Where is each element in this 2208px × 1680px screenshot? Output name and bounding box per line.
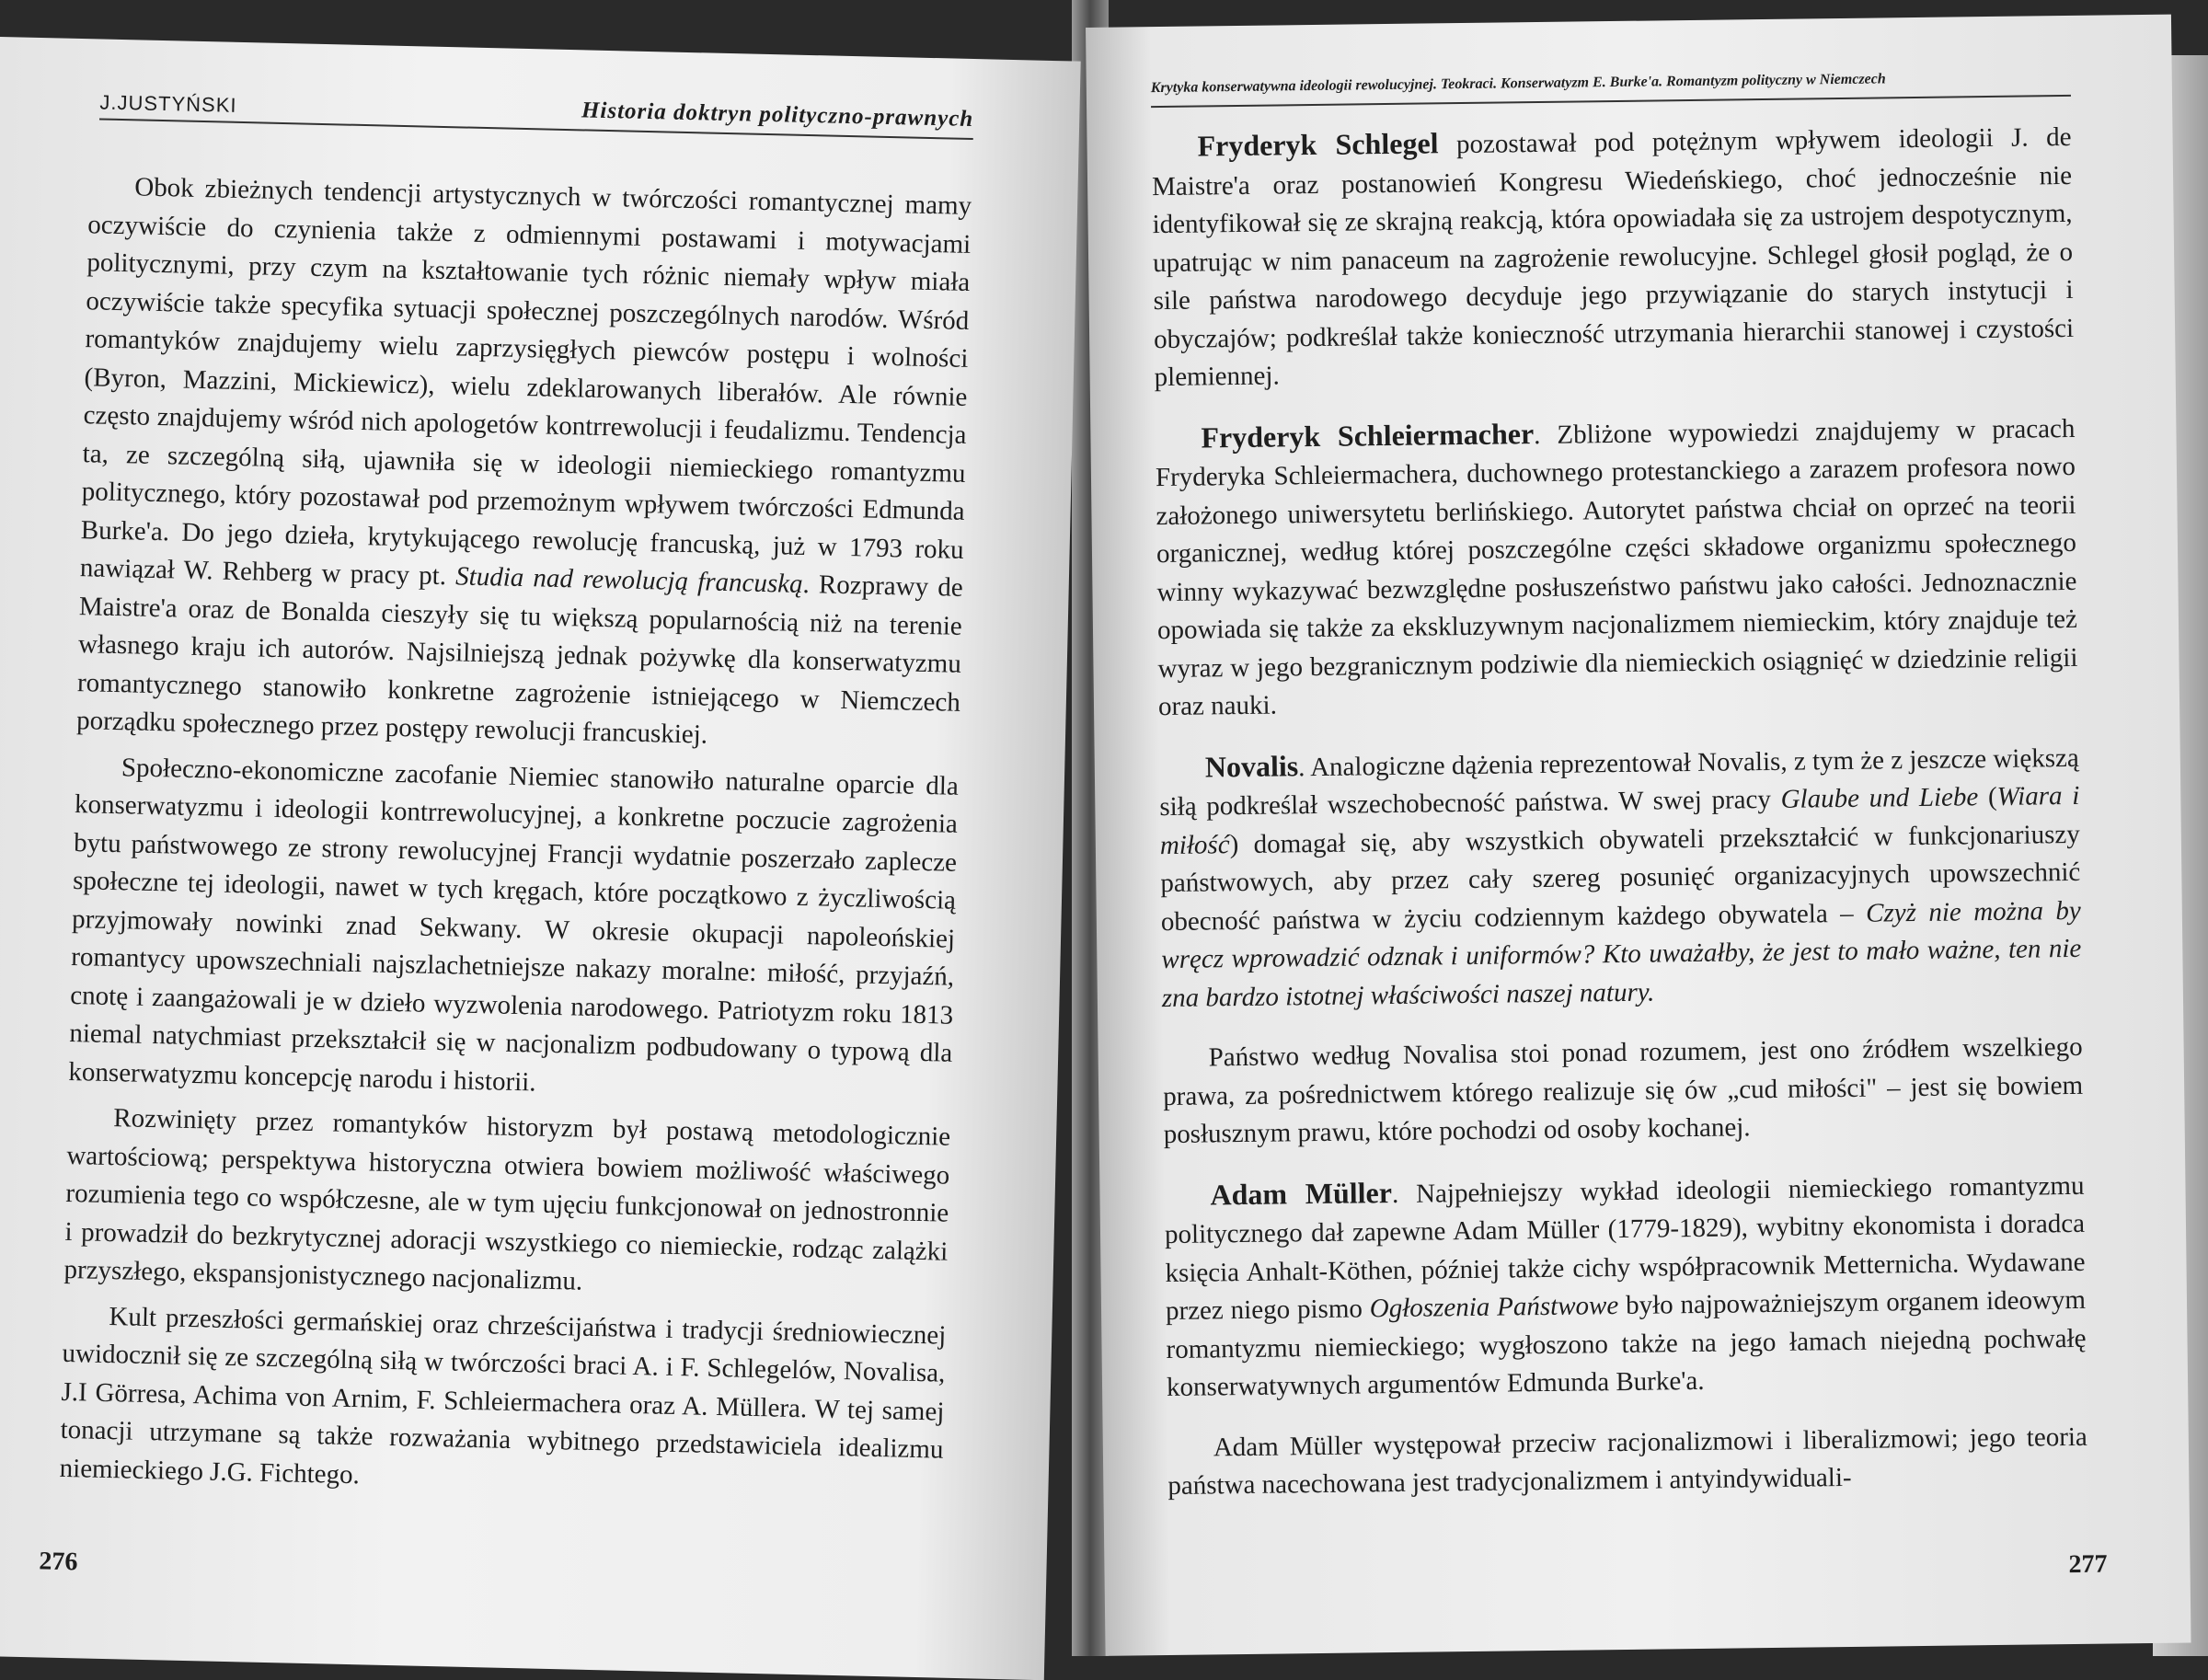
paragraph-text: . Zbliżone wypowiedzi znajdujemy w pracach Fryderyka Schleiermachera, duchownego protestanckiego a zarazem profesora nowo założonego uniwersytetu berlińskiego. Autorytet państwa chciał on oprzeć na teorii organicznej, według której poszczególne części składowe organizmu społecznego winny wykazywać bezwzględne posłuszeństwo państwu jako całości. Jednoznacznie opowiada się także za ekskluzywnym nacjonalizmem niemieckim, który znajduje też wyraz w jego bezgranicznym podziwie dla niemieckich osiągnięć w dziedzinie religii oraz nauki.: [1155, 413, 2078, 722]
paragraph-text: . Rozprawy de Maistre'a oraz de Bonalda cieszyły się tu większą popularnością niż na terenie własnego kraju ich autorów. Najsilniejszą jednak pożywkę dla konserwatyzmu romantycznego stanowiło konkretne zagrożenie istniejącego w Niemczech porządku społecznego przez postępy rewolucji francuskiej.: [75, 569, 964, 750]
person-heading: Novalis: [1204, 748, 1299, 783]
right-body-text: [1151, 117, 2087, 1506]
paragraph-text: ) domagał się, aby wszystkich obywateli przekształcić w funkcjonariuszy państwowych, aby przez cały szereg posunięć organizacyjnych upowszechnić obecność państwa w życiu codziennym każdego obywatela –: [1160, 819, 2081, 937]
cited-title: Ogłoszenia Państwowe: [1369, 1291, 1619, 1324]
page-number: 276: [39, 1547, 78, 1577]
paragraph-text: . Najpełniejszy wykład ideologii niemieckiego romantyzmu politycznego dał zapewne Adam Müller (1779-1829), wybitny ekonomista i doradca księcia Anhalt-Köthen, później także cichy współpracownik Metternicha. Wydawane przez niego pismo: [1164, 1170, 2086, 1327]
cited-title: Studia nad rewolucją francuską: [454, 561, 803, 599]
paragraph: [1151, 117, 2074, 397]
page-number: 277: [2068, 1549, 2108, 1580]
person-heading: Fryderyk Schlegel: [1197, 126, 1439, 163]
right-page: [1086, 15, 2191, 1656]
chapter-title: Krytyka konserwatywna ideologii rewolucyjnej. Teokraci. Konserwatyzm E. Burke'a. Romantyzm polityczny w Niemczech: [1150, 71, 1886, 97]
paragraph: Adam Müller występował przeciw racjonalizmowi i liberalizmowi; jego teoria państwa nacechowana jest tradycjonalizmem i antyindywiduali-: [1167, 1421, 2087, 1502]
paragraph: Kult przeszłości germańskiej oraz chrześcijaństwa i tradycji średniowiecznej uwidocznił się ze szczególną siłą w twórczości braci A. i F. Schlegelów, Novalisa, J.I Görresa, Achima von Arnim, F. Schleiermachera oraz A. Müllera. W tej samej tonacji utrzymane są także rozważania wybitnego przedstawiciela idealizmu niemieckiego J.G. Fichtego.: [59, 1301, 947, 1490]
left-page: [0, 37, 1081, 1680]
paragraph: [1164, 1165, 2087, 1407]
cited-title: Glaube und Liebe: [1780, 782, 1979, 814]
paragraph-text: pozostawał pod potężnym wpływem ideologii J. de Maistre'a oraz postanowień Kongresu Wiedeńskiego, choć jednocześnie nie identyfikował się ze skrajną reakcją, która opowiadała się za ustrojem despotycznym, upatrując w nim panaceum na zagrożenie rewolucyjne. Schlegel głosił pogląd, że o sile państwa narodowego decyduje jego przywiązanie do starych instytucji i obyczajów; podkreślał także konieczność utrzymania hierarchii stanowej i czystości plemiennej.: [1151, 121, 2075, 393]
person-heading: Fryderyk Schleiermacher: [1201, 416, 1535, 454]
right-running-header: [1151, 63, 2071, 108]
paragraph-text: Obok zbieżnych tendencji artystycznych w twórczości romantycznej mamy oczywiście do czynienia także z odmiennymi postawami i motywacjami politycznymi, przy czym na kształtowanie tych różnic niemały wpływ miała oczywiście także specyfika sytuacji społecznej poszczególnych narodów. Wśród romantyków znajdujemy wielu zaprzysięgłych piewców postępu i wolności (Byron, Mazzini, Mickiewicz), wielu zdeklarowanych liberałów. Ale równie często znajdujemy wśród nich apologetów kontrrewolucji i feudalizmu. Tendencja ta, ze szczególną siłą, ujawniła się w ideologii niemieckiego romantyzmu politycznego, który pozostawał pod przemożnym wpływem twórczości Edmunda Burke'a. Do jego dzieła, krytykującego rewolucję francuską, już w 1793 roku nawiązał W. Rehberg w pracy pt.: [79, 172, 972, 592]
paragraph-text: . Analogiczne dążenia reprezentował Novalis, z tym że z jeszcze większą siłą podkreślał wszechobecność państwa. W swej pracy: [1159, 742, 2079, 823]
cited-title: Wiara i miłość: [1159, 780, 2080, 860]
paragraph: Państwo według Novalisa stoi ponad rozumem, jest ono źródłem wszelkiego prawa, za pośrednictwem którego realizuje się ów „cud miłości" – jest się bowiem posłusznym prawu, które pochodzi od osoby kochanej.: [1163, 1031, 2084, 1150]
paragraph: Rozwinięty przez romantyków historyzm był postawą metodologicznie wartościową; perspektywa historyczna otwiera bowiem możliwość właściwego rozumienia tego co współczesne, ale w tym ujęciu funkcjonował on jednostronnie i prowadził do bezkrytycznej adoracji wszystkiego co niemieckie, rodząc zalążki przyszłego, ekspansjonistycznego nacjonalizmu.: [63, 1103, 951, 1296]
left-body-text: [59, 167, 972, 1507]
person-heading: Adam Müller: [1210, 1175, 1393, 1211]
paragraph: [1159, 737, 2082, 1018]
paragraph: [76, 167, 972, 760]
left-running-header: [99, 86, 974, 140]
book-title: Historia doktryn polityczno-prawnych: [581, 98, 974, 132]
quotation: Czyż nie można by wręcz wprowadzić odznak i uniformów? Kto uważałby, że jest to mało ważne, ten nie zna bardzo istotnej właściwości naszej natury.: [1161, 895, 2082, 1013]
paragraph-text: (: [1978, 781, 1997, 812]
paragraph-text: było najpoważniejszym organem ideowym romantyzmu niemieckiego; wygłoszono także na jego łamach niejedną pochwałę konserwatywnych argumentów Edmunda Burke'a.: [1166, 1284, 2087, 1403]
paragraph: Społeczno-ekonomiczne zacofanie Niemiec stanowiło naturalne oparcie dla konserwatyzmu i ideologii kontrrewolucyjnej, a konkretne poczucie zagrożenia bytu państwowego ze strony rewolucyjnej Francji wydatnie poszerzało zaplecze społeczne tej ideologii, nawet w tych kręgach, które początkowo z życzliwością przyjmowały nowinki znad Sekwany. W okresie okupacji napoleońskiej romantycy upowszechniali najszlachetniejsze nakazy moralne: miłość, przyjaźń, cnotę i zaangażowali je w dzieło wyzwolenia narodowego. Patriotyzm roku 1813 niemal natychmiast przekształcił się w nacjonalizm podbudowany o typową dla konserwatyzmu koncepcję narodu i historii.: [68, 752, 960, 1098]
paragraph: [1155, 408, 2078, 726]
author-name: J.JUSTYŃSKI: [99, 90, 237, 117]
